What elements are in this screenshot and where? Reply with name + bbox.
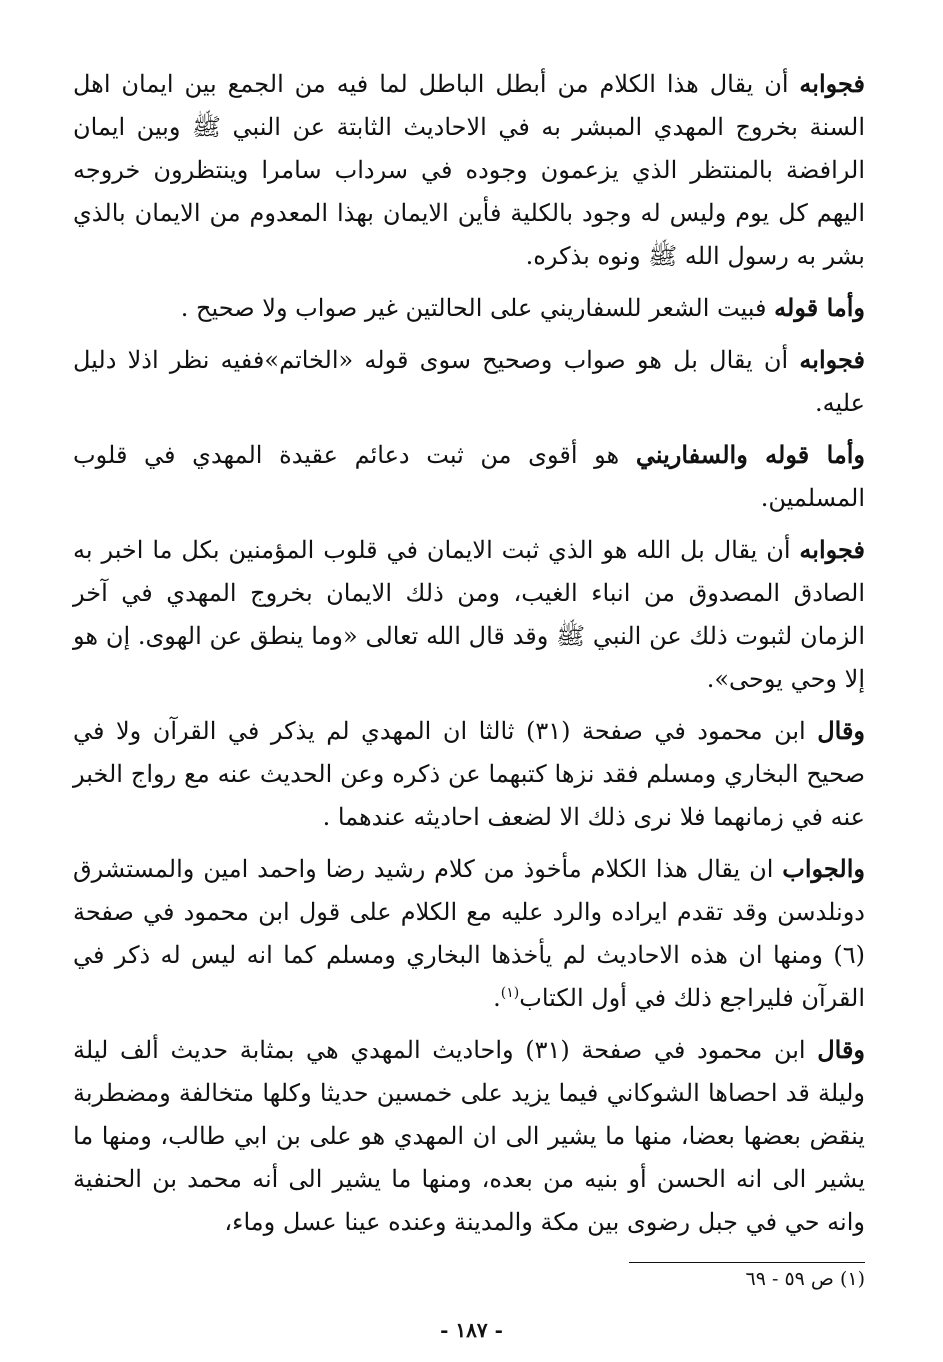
paragraph-lead: فجوابه	[799, 69, 865, 98]
paragraph-5	[73, 528, 865, 701]
footnote: (١) ص ٥٩ - ٦٩	[745, 1268, 865, 1290]
footnote-divider	[629, 1262, 865, 1263]
paragraph-lead: وأما قوله	[774, 293, 865, 322]
paragraph-7	[73, 847, 865, 1020]
paragraph-text: أن يقال هذا الكلام من أبطل الباطل لما فيه من الجمع بين ايمان اهل السنة بخروج المهدي المبشر به في الاحاديث الثابتة عن النبي ﷺ وبين ايمان الرافضة بالمنتظر الذي يزعمون وجوده في سرداب سامرا وينتظرون خروجه اليهم كل يوم وليس له وجود بالكلية فأين الايمان بهذا المعدوم من الايمان بالذي بشر به رسول الله ﷺ ونوه بذكره.	[73, 70, 865, 270]
paragraph-lead: فجوابه	[799, 345, 865, 374]
paragraph-text: أن يقال بل هو صواب وصحيح سوى قوله «الخاتم»ففيه نظر اذلا دليل عليه.	[73, 346, 865, 417]
paragraph-tail: .	[493, 984, 501, 1012]
paragraph-lead: وقال	[817, 1035, 865, 1064]
paragraph-8	[73, 1028, 865, 1244]
paragraph-lead: والجواب	[782, 854, 865, 883]
paragraph-text: ابن محمود في صفحة (٣١) ثالثا ان المهدي لم يذكر في القرآن ولا في صحيح البخاري ومسلم فقد نزها كتبهما عن ذكره وعن الحديث عنه مع رواج الخبر عنه في زمانهما فلا نرى ذلك الا لضعف احاديثه عندهما .	[73, 717, 865, 831]
paragraph-text: أن يقال بل الله هو الذي ثبت الايمان في قلوب المؤمنين بكل ما اخبر به الصادق المصدوق من انباء الغيب، ومن ذلك الايمان بخروج المهدي في آخر الزمان لثبوت ذلك عن النبي ﷺ وقد قال الله تعالى «وما ينطق عن الهوى. إن هو إلا وحي يوحى».	[73, 536, 866, 693]
paragraph-3	[73, 338, 865, 425]
paragraph-2	[73, 286, 865, 330]
paragraph-4	[73, 433, 865, 520]
paragraph-1	[73, 62, 865, 278]
paragraph-text: هو أقوى من ثبت دعائم عقيدة المهدي في قلوب المسلمين.	[73, 441, 865, 512]
paragraph-lead: فجوابه	[799, 535, 865, 564]
paragraph-text: فبيت الشعر للسفاريني على الحالتين غير صواب ولا صحيح .	[180, 294, 775, 322]
paragraph-lead: وأما قوله والسفاريني	[635, 440, 865, 469]
paragraph-lead: وقال	[817, 716, 866, 745]
paragraph-text: ابن محمود في صفحة (٣١) واحاديث المهدي هي بمثابة حديث ألف ليلة وليلة قد احصاها الشوكاني فيما يزيد على خمسين حديثا وكلها متخالفة ومضطربة ينقض بعضها بعضا، منها ما يشير الى ان المهدي هو على بن ابي طالب، ومنها ما يشير الى انه الحسن أو بنيه من بعده، ومنها ما يشير الى أنه محمد بن الحنفية وانه حي في جبل رضوى بين مكة والمدينة وعنده عينا عسل وماء،	[73, 1036, 866, 1236]
footnote-marker: (١)	[500, 985, 520, 1001]
page-number: - ١٨٧ -	[440, 1318, 503, 1342]
paragraph-6	[73, 709, 865, 839]
paragraph-text: ان يقال هذا الكلام مأخوذ من كلام رشيد رضا واحمد امين والمستشرق دونلدسن وقد تقدم ايراده والرد عليه مع الكلام على قول ابن محمود في صفحة (٦) ومنها ان هذه الاحاديث لم يأخذها البخاري ومسلم كما انه ليس له ذكر في القرآن فليراجع ذلك في أول الكتاب	[73, 855, 865, 1012]
body-text	[73, 62, 865, 1252]
